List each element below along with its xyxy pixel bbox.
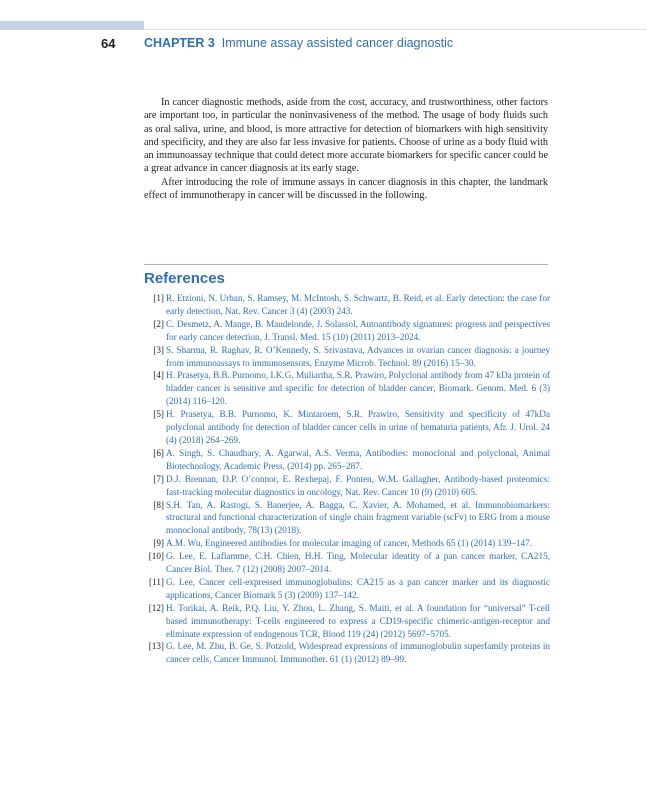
reference-link[interactable]: H. Prasetya, B.B. Purnomo, K. Mintaroem, S.R. Prawiro, Sensitivity and specificity of 47kDa polyclonal antibody for detection of bladder cancer cells in urine of hematuria patients, Afr. J. Urol. 24 (4) (2018) 264–269. [166,409,550,445]
reference-item [144,344,550,370]
reference-link[interactable]: S. Sharma, R. Raghav, R. O’Kennedy, S. Srivastava, Advances in ovarian cancer diagnosis: a journey from immunoassays to immunosensors, Enzyme Microb. Technol. 89 (2016) 15–30. [166,344,550,368]
reference-number: [7] [153,473,164,484]
chapter-label: CHAPTER 3 [144,36,215,50]
reference-number: [10] [148,551,164,562]
reference-link[interactable]: S.H. Tan, A. Rastogi, S. Banerjee, A. Bagga, C. Xavier, A. Mohamed, et al. Immunobiomarkers: structural and functional characterization of single chain fragment variable (scFv) to ERG from a mouse monoclonal antibody, 78(13) (2018). [166,499,550,536]
reference-item [144,602,550,641]
reference-number: [4] [153,370,164,381]
reference-link[interactable]: C. Desmetz, A. Mange, B. Maudelonde, J. Solassol, Autoantibody signatures: progress and perspectives for early cancer detection, J. Transl. Med. 15 (10) (2011) 2013–2024. [166,318,550,342]
reference-item [144,408,550,447]
reference-number: [8] [153,499,164,510]
reference-number: [12] [148,602,164,613]
page-number: 64 [101,36,116,51]
references-heading: References [144,270,225,287]
section-divider [144,264,548,265]
header-rule [144,29,647,30]
chapter-heading [144,36,453,50]
reference-number: [11] [149,576,164,587]
reference-item [144,292,550,318]
reference-number: [1] [153,293,164,303]
reference-number: [13] [148,641,164,652]
reference-link[interactable]: D.J. Brennan, D.P. O’connor, E. Rexhepaj, F. Ponten, W.M. Gallagher, Antibody-based proteomics: fast-tracking molecular diagnostics in oncology, Nat. Rev. Cancer 10 (9) (2010) 605. [166,473,550,497]
reference-list [144,292,550,666]
reference-item [144,318,550,344]
reference-item [144,550,550,576]
reference-link[interactable]: R. Etzioni, N. Urban, S. Ramsey, M. McIntosh, S. Schwartz, B. Reid, et al. Early detection: the case for early detection, Nat. Rev. Cancer 3 (4) (2003) 243. [166,293,550,316]
reference-link[interactable]: G. Lee, M. Zhu, B. Ge, S. Potzold, Widespread expressions of immunoglobulin superfamily proteins in cancer cells, Cancer Immunol. Immunother. 61 (1) (2012) 89–99. [166,641,550,665]
reference-number: [6] [153,447,164,458]
reference-item [144,499,550,538]
body-paragraph: In cancer diagnostic methods, aside from the cost, accuracy, and trustworthiness, other factors are important too, in particular the noninvasiveness of the method. The usage of body fluids such as oral saliva, urine, and blood, is more attractive for detection of biomarkers with high sensitivity and specificity, and they are also far less invasive for patients. Choose of urine as a body fluid with an immunoassay technique that could detect more accurate biomarkers for specific cancer could be a great advance in cancer diagnosis at its early stage. [144,97,548,175]
reference-link[interactable]: H. Torikai, A. Reik, P.Q. Liu, Y. Zhou, L. Zhang, S. Maiti, et al. A foundation for “universal” T-cell based immunotherapy: T-cells engineered to express a CD19-specific chimeric-antigen-receptor and eliminate expression of endogenous TCR, Blood 119 (24) (2012) 5697–5705. [166,602,550,639]
reference-item [144,576,550,602]
reference-item [144,537,550,550]
reference-number: [2] [153,318,164,329]
reference-link[interactable]: G. Lee, Cancer cell-expressed immunoglobulins: CA215 as a pan cancer marker and its diagnostic applications, Cancer Biomark 5 (3) (2009) 137–142. [166,576,550,600]
chapter-title: Immune assay assisted cancer diagnostic [221,36,454,50]
body-text [144,96,548,202]
reference-number: [5] [153,409,164,420]
reference-item [144,473,550,499]
reference-number: [9] [153,538,164,549]
reference-link[interactable]: H. Prasetya, B.B. Purnomo, I.K.G. Muliartha, S.R. Prawiro, Polyclonal antibody from 47 kDa protein of bladder cancer is sensitive and specific for detection of bladder cancer, Biomark. Genom. Med. 6 (3) (2014) 116–120. [166,370,550,407]
reference-item [144,369,550,408]
body-paragraph: After introducing the role of immune assays in cancer diagnosis in this chapter, the landmark effect of immunotherapy in cancer will be discussed in the following. [144,176,548,202]
reference-link[interactable]: G. Lee, E. Laflamme, C.H. Chien, H.H. Ting, Molecular identity of a pan cancer marker, CA215, Cancer Biol. Ther. 7 (12) (2008) 2007–2014. [166,551,550,575]
reference-link[interactable]: A. Singh, S. Chaudhary, A. Agarwal, A.S. Verma, Antibodies: monoclonal and polyclonal, Animal Biotechnology, Academic Press, (2014) pp. 265–287. [166,447,550,471]
header-accent-bar [0,21,144,30]
reference-item [144,447,550,473]
reference-link[interactable]: A.M. Wu, Engineered antibodies for molecular imaging of cancer, Methods 65 (1) (2014) 139–147. [166,538,532,549]
reference-item [144,640,550,666]
running-header [0,36,647,54]
reference-number: [3] [153,344,164,355]
